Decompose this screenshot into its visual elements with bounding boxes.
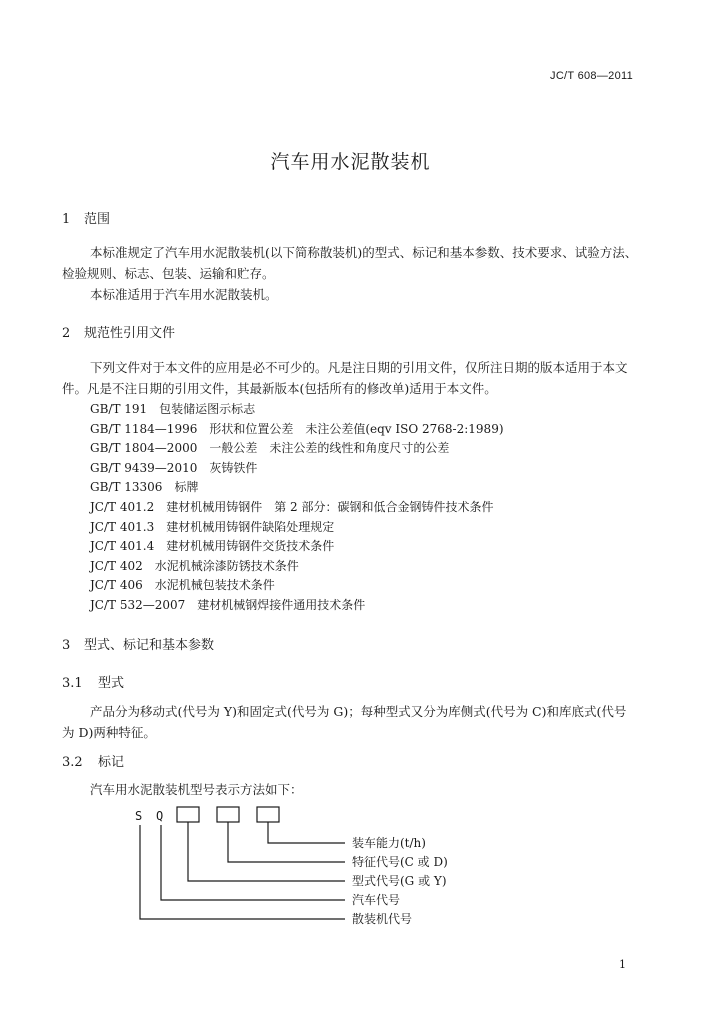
section-3-2-heading — [62, 751, 124, 770]
section-number: 1 — [62, 212, 71, 227]
model-designation-diagram — [120, 800, 460, 940]
s2-intro-line1: 下列文件对于本文件的应用是必不可少的。凡是注日期的引用文件，仅所注日期的版本适用于本文 — [90, 360, 628, 375]
model-box-1 — [177, 807, 199, 822]
s32-intro: 汽车用水泥散装机型号表示方法如下： — [90, 782, 303, 797]
section-number: 3 — [62, 638, 71, 653]
reference-item: GB/T 9439—2010 灰铸铁件 — [90, 460, 258, 475]
label-loader-code: 散装机代号 — [352, 912, 413, 926]
section-title: 型式、标记和基本参数 — [84, 638, 215, 653]
reference-item: GB/T 191 包装储运图示标志 — [90, 402, 256, 416]
section-number: 3.2 — [62, 755, 83, 770]
section-title: 型式 — [98, 676, 125, 691]
s2-intro-line2: 件。凡是不注日期的引用文件，其最新版本(包括所有的修改单)适用于本文件。 — [62, 381, 497, 396]
label-capacity: 装车能力(t/h) — [352, 836, 426, 850]
reference-item: JC/T 401.2 建材机械用铸钢件 第 2 部分：碳钢和低合金钢铸件技术条件 — [90, 499, 494, 514]
reference-item: JC/T 402 水泥机械涂漆防锈技术条件 — [90, 558, 299, 573]
s1-para1-line1: 本标准规定了汽车用水泥散装机(以下简称散装机)的型式、标记和基本参数、技术要求、试验方法、 — [90, 245, 638, 260]
label-type-code: 型式代号(G 或 Y) — [352, 874, 447, 888]
s31-line2: 为 D)两种特征。 — [62, 725, 156, 740]
model-box-3 — [257, 807, 279, 822]
section-number: 3.1 — [62, 676, 83, 691]
model-letter-q: Q — [156, 809, 164, 823]
model-box-2 — [217, 807, 239, 822]
section-2-heading — [62, 322, 175, 341]
section-title: 规范性引用文件 — [84, 326, 176, 341]
s1-para1-line2: 检验规则、标志、包装、运输和贮存。 — [62, 266, 275, 281]
label-feature-code: 特征代号(C 或 D) — [352, 855, 448, 869]
s31-line1: 产品分为移动式(代号为 Y)和固定式(代号为 G)；每种型式又分为库侧式(代号为 C)和库底式(代号 — [90, 704, 627, 719]
reference-item: JC/T 532—2007 建材机械钢焊接件通用技术条件 — [90, 597, 366, 612]
document-title: 汽车用水泥散装机 — [270, 151, 431, 173]
leader-line — [268, 822, 345, 843]
s1-para2: 本标准适用于汽车用水泥散装机。 — [90, 287, 278, 302]
reference-item: GB/T 1804—2000 一般公差 未注公差的线性和角度尺寸的公差 — [90, 441, 450, 456]
section-3-1-heading — [62, 672, 124, 691]
reference-list — [90, 400, 504, 616]
leader-line — [228, 822, 345, 862]
page-number: 1 — [619, 958, 626, 971]
reference-item: JC/T 406 水泥机械包装技术条件 — [90, 578, 275, 593]
section-3-heading — [62, 634, 214, 653]
reference-item: GB/T 13306 标牌 — [90, 480, 199, 495]
leader-line — [188, 822, 345, 881]
label-vehicle-code: 汽车代号 — [352, 893, 401, 907]
reference-item: GB/T 1184—1996 形状和位置公差 未注公差值(eqv ISO 2768-2:1989) — [90, 421, 504, 436]
leader-line — [140, 825, 345, 919]
section-title: 标记 — [98, 755, 125, 770]
reference-item: JC/T 401.4 建材机械用铸钢件交货技术条件 — [90, 539, 335, 554]
standard-code: JC/T 608—2011 — [550, 70, 633, 82]
section-1-heading — [62, 208, 110, 227]
model-letter-s: S — [135, 809, 143, 823]
section-number: 2 — [62, 326, 71, 341]
reference-item: JC/T 401.3 建材机械用铸钢件缺陷处理规定 — [90, 519, 335, 534]
section-title: 范围 — [84, 212, 111, 227]
